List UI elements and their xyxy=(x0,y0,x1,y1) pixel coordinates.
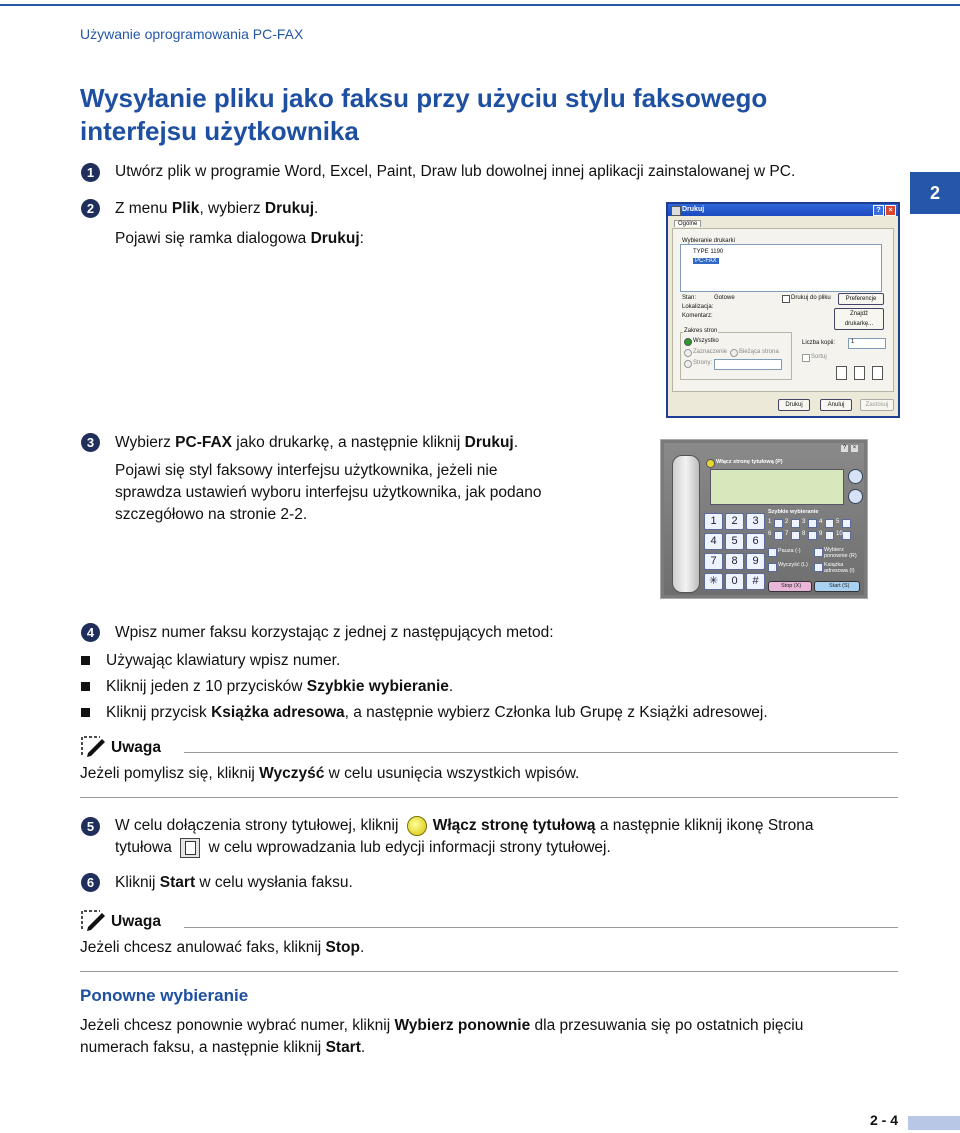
radio-pages xyxy=(684,360,692,368)
collate-pages-icon xyxy=(834,364,888,380)
tab-general: Ogólne xyxy=(674,220,701,227)
close-icon: × xyxy=(852,445,857,451)
section-title: Ponowne wybieranie xyxy=(80,986,249,1005)
running-header: Używanie oprogramowania PC-FAX xyxy=(80,26,304,42)
keypad-key: 6 xyxy=(746,533,765,550)
speed-dial-button xyxy=(808,531,817,540)
cover-page-label: Włącz stronę tytułową (P) xyxy=(716,459,783,465)
step-3-result-line2: sprawdza ustawień wyboru interfejsu użytkownika, jak podano xyxy=(115,484,542,501)
bullet-speed-dial: Kliknij jeden z 10 przycisków Szybkie wybieranie. xyxy=(106,678,454,695)
cover-page-edit-icon xyxy=(180,838,200,858)
clear-label: Wyczyść (L) xyxy=(778,562,808,568)
radio-current-label: Bieżąca strona xyxy=(739,349,779,355)
bullet-marker xyxy=(81,708,90,717)
radio-current xyxy=(730,349,738,357)
cover-page-button-icon xyxy=(407,816,427,836)
keypad-key: 4 xyxy=(704,533,723,550)
speed-dial-label: 3 xyxy=(802,519,806,525)
keypad-key: 9 xyxy=(746,553,765,570)
speed-dial-label: 8 xyxy=(802,531,806,537)
keypad-key: 3 xyxy=(746,513,765,530)
note-2-label: Uwaga xyxy=(111,913,161,930)
note-1-rule xyxy=(184,752,898,753)
bullet-address-book: Kliknij przycisk Książka adresowa, a następnie wybierz Członka lub Grupę z Książki adresowej. xyxy=(106,704,768,721)
pages-input xyxy=(714,359,782,370)
step-3-text: Wybierz PC-FAX jako drukarkę, a następnie kliknij Drukuj. xyxy=(115,434,519,451)
fax-ui-screenshot xyxy=(660,439,868,599)
footer-bar xyxy=(908,1116,960,1130)
section-text-line1: Jeżeli chcesz ponownie wybrać numer, kliknij Wybierz ponownie dla przesuwania się po ostatnich pięciu xyxy=(80,1017,804,1034)
keypad-key: 0 xyxy=(725,573,744,590)
speed-dial-label: 1 xyxy=(768,519,772,525)
bullet-keyboard: Używając klawiatury wpisz numer. xyxy=(106,652,341,669)
radio-pages-label: Strony: xyxy=(693,360,713,366)
speed-dial-button xyxy=(842,531,851,540)
step-5-text-line2: tytułowa w celu wprowadzania lub edycji informacji strony tytułowej. xyxy=(115,839,611,856)
note-1-bottom-rule xyxy=(80,797,898,798)
step-number-2: 2 xyxy=(81,199,100,218)
step-6-text: Kliknij Start w celu wysłania faksu. xyxy=(115,874,353,891)
speed-dial-label: 6 xyxy=(768,531,772,537)
step-3-result-line1: Pojawi się styl faksowy interfejsu użytkownika, jeżeli nie xyxy=(115,462,498,479)
print-to-file-label: Drukuj do pliku xyxy=(791,295,831,301)
dialog-apply-button: Zastosuj xyxy=(860,399,894,411)
clear-button-icon xyxy=(768,563,777,572)
help-icon: ? xyxy=(842,445,847,451)
speed-dial-label: 7 xyxy=(785,531,789,537)
note-2-rule xyxy=(184,927,898,928)
stop-button xyxy=(768,581,812,592)
header-rule xyxy=(0,4,960,6)
radio-selection-label: Zaznaczenie xyxy=(693,349,728,355)
dialog-print-button: Drukuj xyxy=(778,399,810,411)
redial-label: Wybierz ponownie (R) xyxy=(824,547,857,559)
step-number-5: 5 xyxy=(81,817,100,836)
stop-label: Stop (X) xyxy=(781,583,802,589)
radio-all xyxy=(684,338,692,346)
note-pencil-icon xyxy=(80,909,106,931)
note-1-label: Uwaga xyxy=(111,739,161,756)
section-text-line2: numerach faksu, a następnie kliknij Start. xyxy=(80,1039,366,1056)
fax-body xyxy=(664,443,864,595)
status-value: Gotowe xyxy=(714,295,735,301)
speed-dial-button xyxy=(842,519,851,528)
radio-all-label: Wszystko xyxy=(693,338,719,344)
step-1-text: Utwórz plik w programie Word, Excel, Paint, Draw lub dowolnej innej aplikacji zainstalowanej w PC. xyxy=(115,163,796,180)
step-2-text: Z menu Plik, wybierz Drukuj. xyxy=(115,200,319,217)
print-to-file-checkbox xyxy=(782,295,790,303)
fax-number-display xyxy=(710,469,844,505)
scroll-down-icon xyxy=(848,489,863,504)
find-printer-button: Znajdź drukarkę... xyxy=(834,308,884,330)
chapter-tab: 2 xyxy=(910,172,960,214)
start-label: Start (S) xyxy=(829,583,850,589)
speed-dial-label: Szybkie wybieranie xyxy=(768,509,819,515)
step-5-text: W celu dołączenia strony tytułowej, kliknij Włącz stronę tytułową a następnie kliknij ikonę Strona xyxy=(115,817,814,834)
page-title: Wysyłanie pliku jako faksu przy użyciu stylu faksowego interfejsu użytkownika xyxy=(80,83,768,146)
keypad-key: 7 xyxy=(704,553,723,570)
keypad-key: 1 xyxy=(704,513,723,530)
close-icon: × xyxy=(885,205,896,216)
start-button xyxy=(814,581,860,592)
keypad-key: 5 xyxy=(725,533,744,550)
speed-dial-button xyxy=(791,531,800,540)
step-2-result: Pojawi się ramka dialogowa Drukuj: xyxy=(115,230,364,247)
cover-page-icon xyxy=(706,459,715,468)
status-label: Stan: xyxy=(682,295,697,301)
range-group-label: Zakres stron xyxy=(684,328,718,334)
note-1-text: Jeżeli pomylisz się, kliknij Wyczyść w celu usunięcia wszystkich wpisów. xyxy=(80,765,580,782)
preferences-button: Preferencje xyxy=(838,293,884,305)
speed-dial-button xyxy=(791,519,800,528)
location-label: Lokalizacja: xyxy=(682,304,714,310)
printer-list xyxy=(680,244,882,292)
speed-dial-button xyxy=(825,531,834,540)
speed-dial-label: 2 xyxy=(785,519,789,525)
speed-dial-button xyxy=(774,531,783,540)
page-number: 2 - 4 xyxy=(869,1112,898,1128)
note-pencil-icon xyxy=(80,735,106,757)
bullet-marker xyxy=(81,682,90,691)
step-number-3: 3 xyxy=(81,433,100,452)
printer-group-label: Wybieranie drukarki xyxy=(682,238,735,244)
radio-selection xyxy=(684,349,692,357)
printer-item-2: PC-FAX xyxy=(695,258,717,264)
keypad-key: 8 xyxy=(725,553,744,570)
comment-label: Komentarz: xyxy=(682,313,713,319)
speed-dial-button xyxy=(774,519,783,528)
keypad-key: # xyxy=(746,573,765,590)
dialog-titlebar xyxy=(668,204,898,216)
step-number-6: 6 xyxy=(81,873,100,892)
scroll-up-icon xyxy=(848,469,863,484)
speed-dial-button xyxy=(825,519,834,528)
redial-button-icon xyxy=(814,548,823,557)
keypad-key: 2 xyxy=(725,513,744,530)
copies-label: Liczba kopii: xyxy=(802,340,836,346)
step-number-1: 1 xyxy=(81,163,100,182)
print-dialog-screenshot xyxy=(666,202,900,418)
handset-icon xyxy=(672,455,700,593)
speed-dial-label: 4 xyxy=(819,519,823,525)
collate-checkbox xyxy=(802,354,810,362)
copies-input: 1 xyxy=(848,338,886,349)
dialog-cancel-button: Anuluj xyxy=(820,399,852,411)
pause-label: Pauza (-) xyxy=(778,548,801,554)
printer-item-1: TYPE 1190 xyxy=(693,249,724,255)
keypad-key: ✳ xyxy=(704,573,723,590)
help-icon: ? xyxy=(873,205,884,216)
note-2-bottom-rule xyxy=(80,971,898,972)
speed-dial-label: 10 xyxy=(836,531,843,537)
speed-dial-label: 9 xyxy=(819,531,823,537)
address-book-label: Książka adresowa (I) xyxy=(824,562,855,574)
note-2-text: Jeżeli chcesz anulować faks, kliknij Stop. xyxy=(80,939,365,956)
step-4-text: Wpisz numer faksu korzystając z jednej z następujących metod: xyxy=(115,624,554,641)
pause-button-icon xyxy=(768,548,777,557)
dialog-title: Drukuj xyxy=(682,206,705,213)
printer-icon xyxy=(671,206,681,216)
address-book-icon xyxy=(814,563,823,572)
speed-dial-button xyxy=(808,519,817,528)
step-number-4: 4 xyxy=(81,623,100,642)
bullet-marker xyxy=(81,656,90,665)
speed-dial-label: 5 xyxy=(836,519,840,525)
collate-label: Sortuj xyxy=(811,354,827,360)
step-3-result-line3: szczegółowo na stronie 2-2. xyxy=(115,506,308,523)
